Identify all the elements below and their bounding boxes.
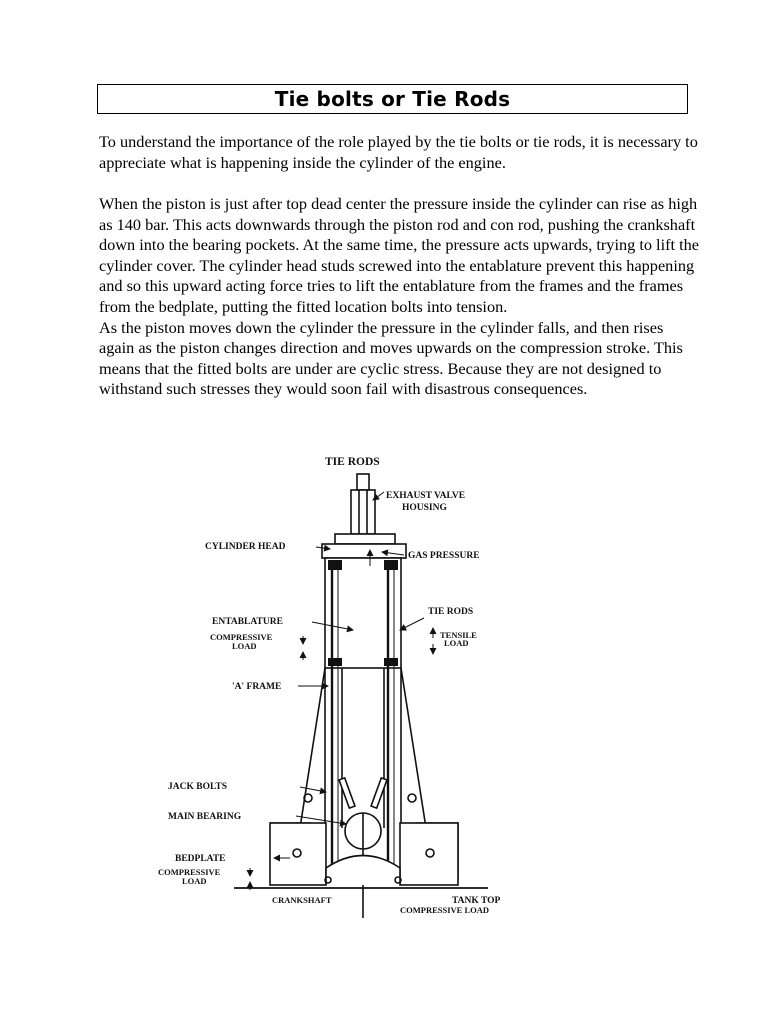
cylinder-head-shape [322, 534, 406, 558]
label-compressive-load-2: LOAD [232, 641, 257, 651]
entablature-shape [325, 558, 401, 668]
label-tie-rods: TIE RODS [428, 607, 474, 617]
label-bedplate-load-2: LOAD [182, 876, 207, 886]
label-exhaust-valve-2: HOUSING [402, 503, 447, 513]
diagram-title: TIE RODS [325, 456, 380, 468]
label-tensile-load-1: TENSILE [440, 630, 477, 640]
intro-text: To understand the importance of the role played by the tie bolts or tie rods, it is necessary to appreciate what is happening inside the cylinder of the engine. [99, 132, 698, 172]
title-box [97, 84, 688, 114]
page-title: Tie bolts or Tie Rods [274, 87, 511, 111]
a-frame-shape [300, 668, 426, 828]
tie-rod-diagram [150, 448, 530, 923]
label-bedplate: BEDPLATE [175, 854, 226, 864]
paragraph-2: As the piston moves down the cylinder the pressure in the cylinder falls, and then rises again as the piston changes direction and moves upwards on the compression stroke. This means that the fitted bolts are under are cyclic stress. Because they are not designed to withstand such stresses they would soon fail with disastrous consequences. [99, 317, 683, 399]
label-a-frame: 'A' FRAME [232, 682, 282, 692]
body-text [99, 194, 699, 400]
label-entablature: ENTABLATURE [212, 617, 283, 627]
label-cylinder-head: CYLINDER HEAD [205, 542, 286, 552]
label-bedplate-load-1: COMPRESSIVE [158, 867, 221, 877]
label-tank-top-1: TANK TOP [452, 896, 501, 906]
label-gas-pressure: GAS PRESSURE [408, 551, 480, 561]
label-main-bearing: MAIN BEARING [168, 812, 242, 822]
label-exhaust-valve-1: EXHAUST VALVE [386, 491, 466, 501]
intro-paragraph [99, 132, 699, 173]
label-tensile-load-2: LOAD [444, 638, 469, 648]
label-crankshaft: CRANKSHAFT [272, 895, 332, 905]
exhaust-valve-housing [351, 474, 375, 534]
jack-bolts-shape [339, 778, 387, 808]
paragraph-1: When the piston is just after top dead center the pressure inside the cylinder can rise as high as 140 bar. This acts downwards through the piston rod and con rod, pushing the crankshaft down into the bearing pockets. At the same time, the pressure acts upwards, trying to lift the cylinder cover. The cylinder head studs screwed into the entablature prevent this happening and so this upward acting force tries to lift the entablature from the frames and the frames from the bedplate, putting the fitted location bolts into tension. [99, 194, 700, 316]
label-jack-bolts: JACK BOLTS [168, 782, 228, 792]
label-compressive-load-1: COMPRESSIVE [210, 632, 273, 642]
label-tank-top-2: COMPRESSIVE LOAD [400, 905, 490, 915]
